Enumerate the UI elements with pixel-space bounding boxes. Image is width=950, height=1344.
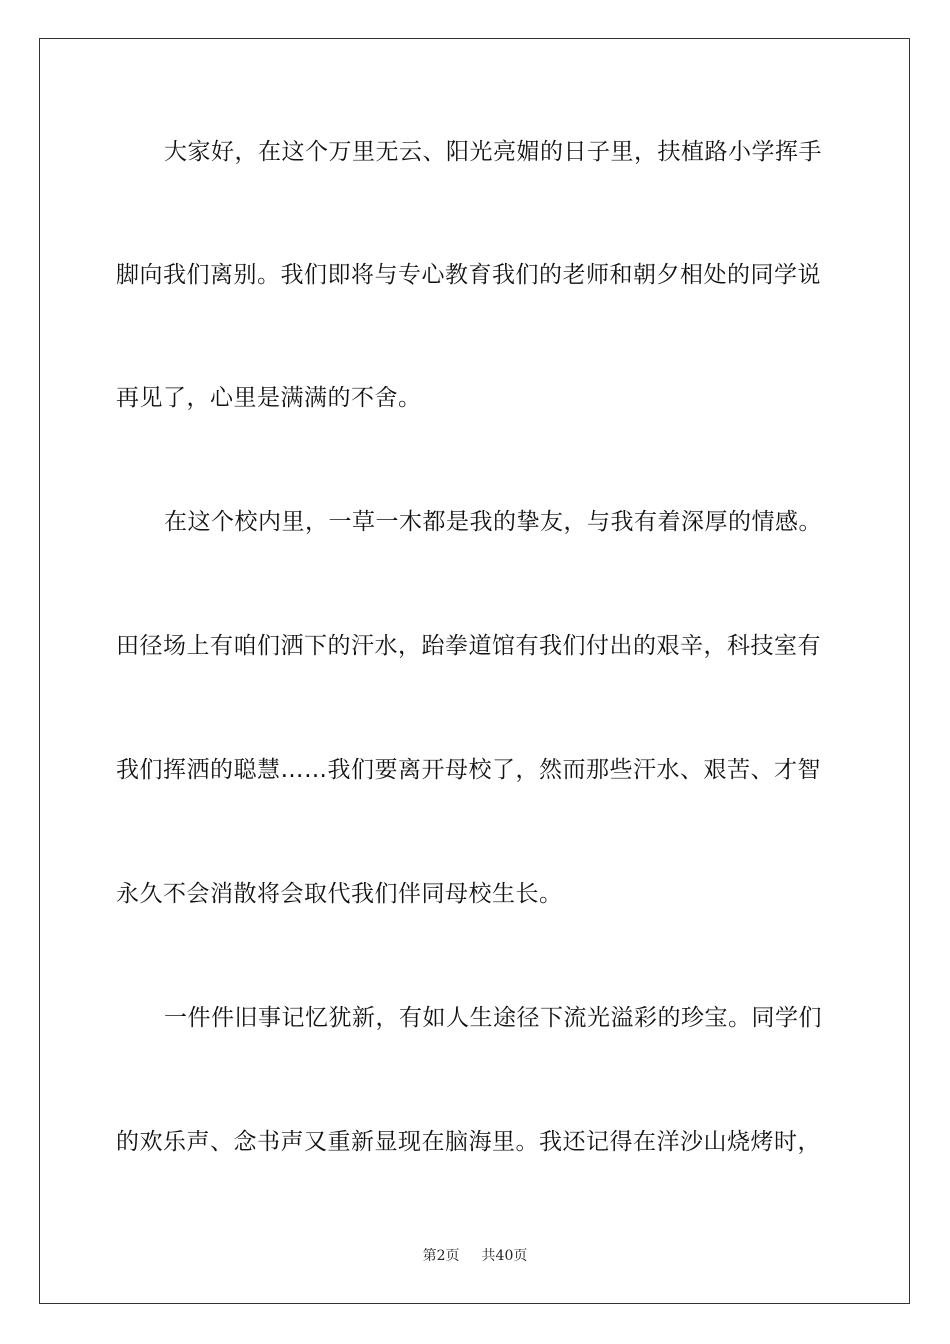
paragraph-2-line-1: 在这个校内里，一草一木都是我的挚友，与我有着深厚的情感。 <box>164 509 822 535</box>
paragraph-2-line-3: 我们挥洒的聪慧……我们要离开母校了，然而那些汗水、艰苦、才智 <box>116 757 821 783</box>
page-number: 第2页 <box>422 1248 460 1264</box>
page-frame <box>39 38 910 1304</box>
paragraph-1-line-1: 大家好，在这个万里无云、阳光亮媚的日子里，扶植路小学挥手 <box>164 139 822 165</box>
paragraph-1-line-2: 脚向我们离别。我们即将与专心教育我们的老师和朝夕相处的同学说 <box>116 262 821 288</box>
page-total: 共40页 <box>481 1248 528 1264</box>
paragraph-2-line-2: 田径场上有咱们洒下的汗水，跆拳道馆有我们付出的艰辛，科技室有 <box>116 633 821 659</box>
paragraph-2-line-4: 永久不会消散将会取代我们伴同母校生长。 <box>116 881 563 907</box>
page-footer <box>0 1246 950 1266</box>
paragraph-3-line-1: 一件件旧事记忆犹新，有如人生途径下流光溢彩的珍宝。同学们 <box>164 1005 822 1031</box>
paragraph-3-line-2: 的欢乐声、念书声又重新显现在脑海里。我还记得在洋沙山烧烤时， <box>116 1129 821 1155</box>
paragraph-1-line-3: 再见了，心里是满满的不舍。 <box>116 385 422 411</box>
